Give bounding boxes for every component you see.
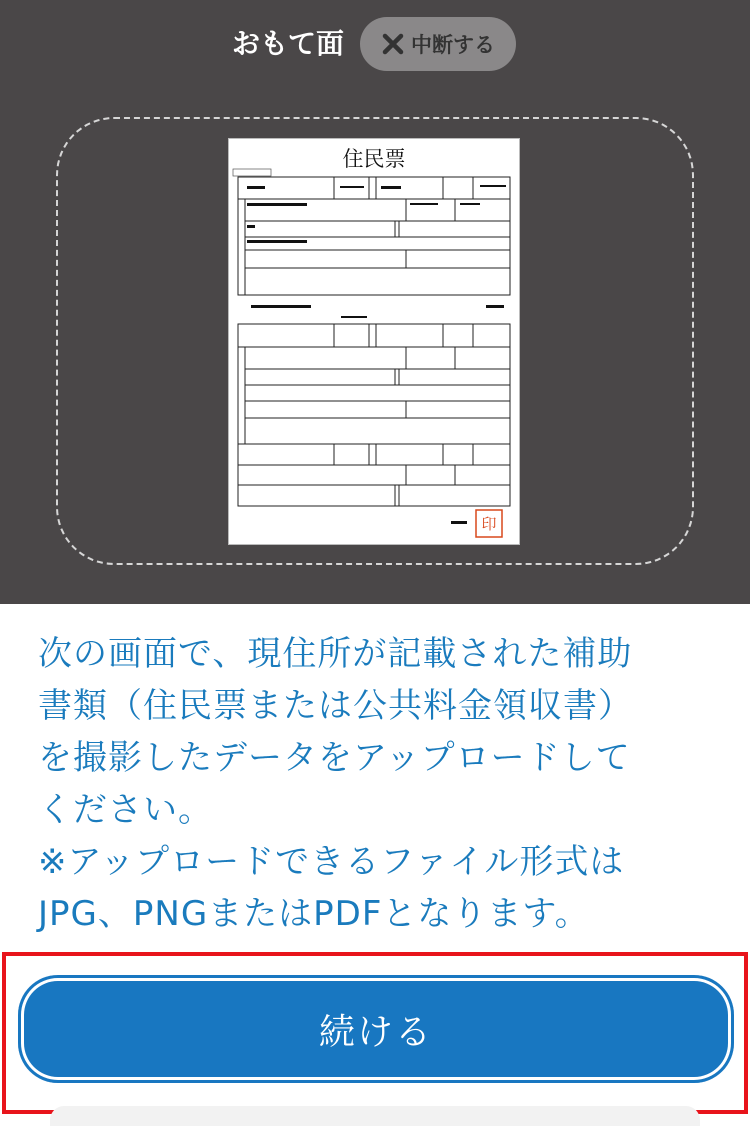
instruction-line: ください。 [38, 790, 213, 830]
continue-button[interactable] [18, 975, 734, 1083]
abort-button[interactable] [360, 17, 516, 71]
sample-document-illustration [229, 139, 519, 544]
file-format-note: JPG、PNGまたはPDFとなります。 [38, 894, 590, 934]
stamp-mark: 印 [481, 515, 497, 533]
sample-residence-certificate [229, 139, 519, 544]
file-format-note: ※アップロードできるファイル形式は [38, 842, 625, 882]
instruction-line: 次の画面で、現住所が記載された補助 [38, 634, 633, 674]
side-title: おもて面 [232, 27, 345, 60]
bottom-sheet-edge [50, 1106, 700, 1126]
continue-button-label: 続ける [318, 1011, 433, 1053]
instruction-line: を撮影したデータをアップロードして [38, 738, 631, 778]
sample-document-title: 住民票 [342, 147, 406, 171]
instruction-line: 書類（住民票または公共料金領収書） [38, 686, 633, 726]
close-icon [381, 32, 405, 56]
instructions [38, 628, 718, 940]
abort-button-label: 中断する [411, 33, 495, 57]
